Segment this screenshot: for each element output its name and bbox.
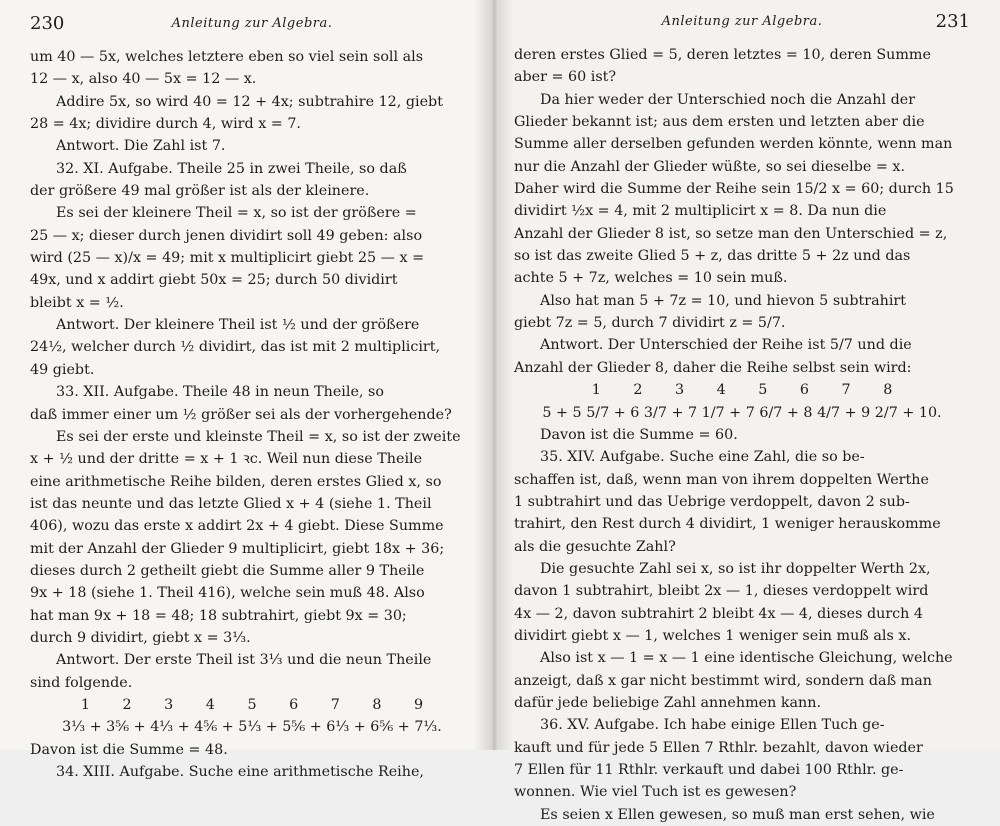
text-line: Daher wird die Summe der Reihe sein 15/2 x = 60; durch 15 (514, 181, 954, 198)
text-line: davon 1 subtrahirt, bleibt 2x — 1, dieses verdoppelt wird (514, 583, 929, 600)
problem-heading: 32. XI. Aufgabe. Theile 25 in zwei Theile, so daß (56, 160, 407, 177)
text-line: deren erstes Glied = 5, deren letztes = 10, deren Summe (514, 47, 931, 63)
text-line: 4x — 2, davon subtrahirt 2 bleibt 4x — 4, dieses durch 4 (514, 605, 924, 622)
text-line: Es sei der erste und kleinste Theil = x, so ist der zweite (56, 428, 461, 445)
text-line: Es seien x Ellen gewesen, so muß man erst sehen, wie (540, 806, 935, 823)
text-line: hat man 9x + 18 = 48; 18 subtrahirt, giebt 9x = 30; (30, 607, 407, 624)
text-line: Anzahl der Glieder 8, daher die Reihe selbst sein wird: (514, 359, 912, 376)
text-line: ist das neunte und das letzte Glied x + 4 (siehe 1. Theil (30, 495, 432, 512)
text-line: eine arithmetische Reihe bilden, deren erstes Glied x, so (30, 473, 442, 490)
text-line: so ist das zweite Glied 5 + z, das dritte 5 + 2z und das (514, 248, 911, 265)
left-page (0, 0, 494, 780)
text-line: 28 = 4x; dividire durch 4, wird x = 7. (30, 116, 301, 133)
right-page (494, 0, 1000, 823)
text-line: schaffen ist, daß, wenn man von ihrem doppelten Werthe (514, 471, 929, 488)
text-line: der größere 49 mal größer ist als der kleinere. (30, 183, 370, 200)
text-line: kauft und für jede 5 Ellen 7 Rthlr. bezahlt, davon wieder (514, 739, 923, 756)
text-line: dafür jede beliebige Zahl annehmen kann. (514, 694, 822, 711)
right-page-header (514, 8, 970, 36)
index-row: 1 2 3 4 5 6 7 8 (591, 382, 893, 399)
problem-heading: 35. XIV. Aufgabe. Suche eine Zahl, die so be- (540, 449, 865, 466)
text-line: aber = 60 ist? (514, 69, 617, 86)
problem-heading: 33. XII. Aufgabe. Theile 48 in neun Theile, so (56, 384, 384, 401)
text-line: 49 giebt. (30, 361, 95, 378)
text-line: wonnen. Wie viel Tuch ist es gewesen? (514, 784, 797, 801)
text-line: Addire 5x, so wird 40 = 12 + 4x; subtrahire 12, giebt (56, 93, 443, 110)
series-line: 5 + 5 5/7 + 6 3/7 + 7 1/7 + 7 6/7 + 8 4/7 + 9 2/7 + 10. (542, 404, 942, 421)
text-line: daß immer einer um ½ größer sei als der vorhergehende? (30, 406, 452, 423)
left-page-header (30, 10, 474, 38)
text-line: trahirt, den Rest durch 4 dividirt, 1 weniger herauskomme (514, 516, 941, 533)
text-line: 49x, und x addirt giebt 50x = 25; durch 50 dividirt (30, 272, 398, 289)
text-line: sind folgende. (30, 674, 133, 691)
text-line: anzeigt, daß x gar nicht bestimmt wird, sondern daß man (514, 672, 932, 689)
series-line: 3⅓ + 3⅚ + 4⅓ + 4⅚ + 5⅓ + 5⅚ + 6⅓ + 6⅚ + 7⅓. (62, 719, 442, 736)
problem-heading: 34. XIII. Aufgabe. Suche eine arithmetische Reihe, (56, 764, 424, 780)
running-head: Anleitung zur Algebra. (661, 14, 823, 29)
text-line: Anzahl der Glieder 8 ist, so setze man den Unterschied = z, (514, 225, 948, 242)
text-line: x + ½ und der dritte = x + 1 ꝛc. Weil nun diese Theile (30, 451, 423, 468)
text-line: Summe aller derselben gefunden werden könnte, wenn man (514, 136, 953, 153)
text-line: mit der Anzahl der Glieder 9 multiplicirt, giebt 18x + 36; (30, 540, 445, 557)
text-line: dieses durch 2 getheilt giebt die Summe aller 9 Theile (30, 562, 425, 579)
answer-line: Antwort. Die Zahl ist 7. (56, 138, 226, 155)
text-line: Da hier weder der Unterschied noch die Anzahl der (540, 91, 916, 108)
index-row: 1 2 3 4 5 6 7 8 9 (80, 696, 424, 713)
text-line: nur die Anzahl der Glieder wüßte, so sei dieselbe = x. (514, 158, 905, 175)
page-number: 231 (935, 11, 970, 32)
equation-line: wird (25 — x)/x = 49; mit x multiplicirt giebt 25 — x = (30, 250, 425, 267)
text-line: dividirt giebt x — 1, welches 1 weniger sein muß als x. (514, 627, 911, 644)
text-line: Die gesuchte Zahl sei x, so ist ihr doppelter Werth 2x, (540, 560, 931, 577)
text-line: 406), wozu das erste x addirt 2x + 4 giebt. Diese Summe (30, 518, 444, 535)
text-line: 25 — x; dieser durch jenen dividirt soll 49 geben: also (30, 227, 423, 244)
text-line: Also hat man 5 + 7z = 10, und hievon 5 subtrahirt (540, 292, 906, 309)
text-line: Glieder bekannt ist; aus dem ersten und letzten aber die (514, 114, 925, 131)
text-line: Es sei der kleinere Theil = x, so ist der größere = (56, 205, 417, 222)
text-line: Davon ist die Summe = 60. (540, 426, 738, 443)
text-line: giebt 7z = 5, durch 7 dividirt z = 5/7. (514, 315, 786, 332)
text-line: 1 subtrahirt und das Uebrige verdoppelt, davon 2 sub- (514, 493, 910, 510)
text-line: um 40 — 5x, welches letztere eben so viel sein soll als (30, 49, 424, 65)
answer-line: Antwort. Der Unterschied der Reihe ist 5/7 und die (540, 337, 912, 354)
text-line: 9x + 18 (siehe 1. Theil 416), welche sein muß 48. Also (30, 585, 425, 602)
text-line: 12 — x, also 40 — 5x = 12 — x. (30, 71, 257, 88)
text-line: achte 5 + 7z, welches = 10 sein muß. (514, 270, 788, 287)
text-line: als die gesuchte Zahl? (514, 538, 676, 555)
text-line: Davon ist die Summe = 48. (30, 741, 228, 758)
text-line: durch 9 dividirt, giebt x = 3⅓. (30, 629, 251, 646)
text-line: 7 Ellen für 11 Rthlr. verkauft und dabei 100 Rthlr. ge- (514, 762, 904, 778)
answer-line: Antwort. Der kleinere Theil ist ½ und der größere (56, 317, 420, 334)
answer-line: Antwort. Der erste Theil ist 3⅓ und die neun Theile (56, 652, 432, 669)
text-line: Also ist x — 1 = x — 1 eine identische Gleichung, welche (540, 650, 953, 667)
right-page-body (514, 44, 970, 826)
page-number: 230 (30, 13, 65, 34)
text-line: 24½, welcher durch ½ dividirt, das ist mit 2 multiplicirt, (30, 339, 441, 356)
running-head: Anleitung zur Algebra. (171, 16, 333, 31)
problem-heading: 36. XV. Aufgabe. Ich habe einige Ellen Tuch ge- (540, 717, 885, 734)
text-line: bleibt x = ½. (30, 294, 124, 311)
text-line: dividirt ½x = 4, mit 2 multiplicirt x = 8. Da nun die (514, 203, 887, 220)
left-page-body (30, 46, 474, 783)
